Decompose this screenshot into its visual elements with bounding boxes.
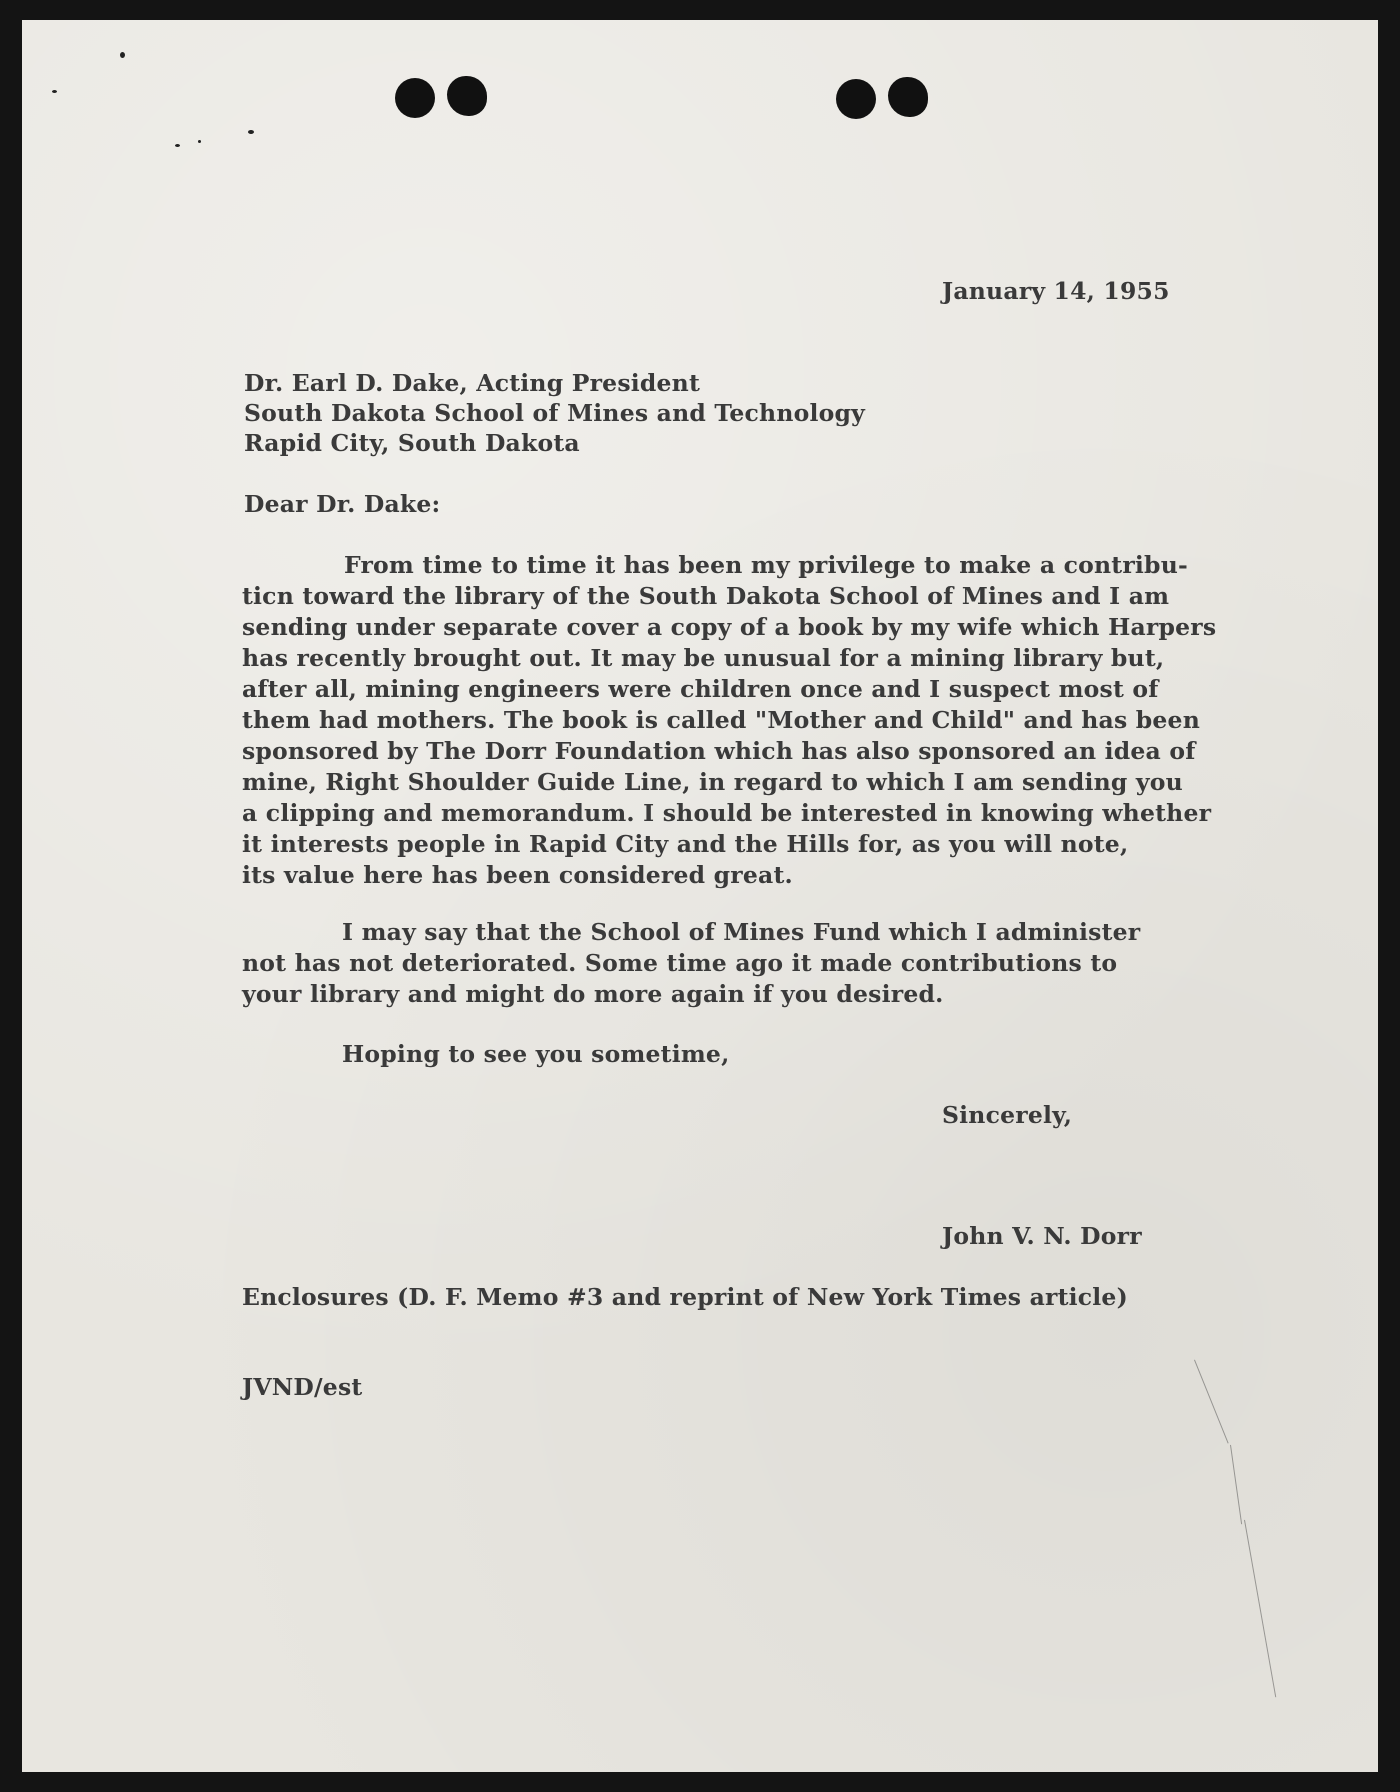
paper-crease xyxy=(1244,1520,1276,1697)
salutation xyxy=(244,489,440,520)
letter-page xyxy=(22,20,1378,1772)
closing-sentence-text: Hoping to see you sometime, xyxy=(342,1040,730,1068)
reference-initials xyxy=(242,1372,362,1403)
punch-hole xyxy=(888,77,928,117)
body-paragraph-2 xyxy=(242,917,1140,1010)
paragraph-line: I may say that the School of Mines Fund which I administer xyxy=(342,918,1141,946)
date-text: January 14, 1955 xyxy=(942,277,1170,305)
paragraph-line: them had mothers. The book is called "Mother and Child" and has been xyxy=(242,706,1200,734)
paper-speck xyxy=(120,52,125,58)
paper-speck xyxy=(248,130,254,134)
closing-sentence xyxy=(342,1039,729,1070)
paragraph-line: sending under separate cover a copy of a book by my wife which Harpers xyxy=(242,613,1217,641)
salutation-text: Dear Dr. Dake: xyxy=(244,490,441,518)
paper-speck xyxy=(175,144,180,147)
paragraph-line: your library and might do more again if you desired. xyxy=(242,980,944,1008)
enclosures-note xyxy=(242,1282,1128,1313)
paragraph-line: a clipping and memorandum. I should be interested in knowing whether xyxy=(242,799,1212,827)
recipient-institution: South Dakota School of Mines and Technology xyxy=(244,399,865,427)
body-paragraph-1 xyxy=(242,550,1216,891)
recipient-city: Rapid City, South Dakota xyxy=(244,429,580,457)
paragraph-line: mine, Right Shoulder Guide Line, in regard to which I am sending you xyxy=(242,768,1183,796)
paragraph-line: not has not deteriorated. Some time ago it made contributions to xyxy=(242,949,1118,977)
enclosures-text: Enclosures (D. F. Memo #3 and reprint of New York Times article) xyxy=(242,1283,1128,1311)
paragraph-line: after all, mining engineers were children once and I suspect most of xyxy=(242,675,1159,703)
paragraph-line: sponsored by The Dorr Foundation which has also sponsored an idea of xyxy=(242,737,1196,765)
paper-crease xyxy=(1230,1445,1242,1524)
recipient-address xyxy=(244,368,865,458)
complimentary-close-text: Sincerely, xyxy=(942,1101,1073,1129)
punch-hole xyxy=(395,78,435,118)
paragraph-line: ticn toward the library of the South Dakota School of Mines and I am xyxy=(242,582,1170,610)
recipient-name: Dr. Earl D. Dake, Acting President xyxy=(244,369,701,397)
paper-speck xyxy=(198,140,201,143)
reference-initials-text: JVND/est xyxy=(242,1373,363,1401)
letter-date xyxy=(942,276,1170,307)
signer-name: John V. N. Dorr xyxy=(942,1222,1142,1250)
punch-hole xyxy=(447,76,487,116)
complimentary-close xyxy=(942,1100,1072,1131)
paper-crease xyxy=(1194,1360,1229,1444)
paragraph-line: From time to time it has been my privilege to make a contribu- xyxy=(344,551,1188,579)
punch-hole xyxy=(836,79,876,119)
paragraph-line: it interests people in Rapid City and the Hills for, as you will note, xyxy=(242,830,1129,858)
paragraph-line: has recently brought out. It may be unusual for a mining library but, xyxy=(242,644,1165,672)
paper-speck xyxy=(52,90,57,93)
signature-block xyxy=(942,1221,1142,1252)
paragraph-line: its value here has been considered great. xyxy=(242,861,793,889)
